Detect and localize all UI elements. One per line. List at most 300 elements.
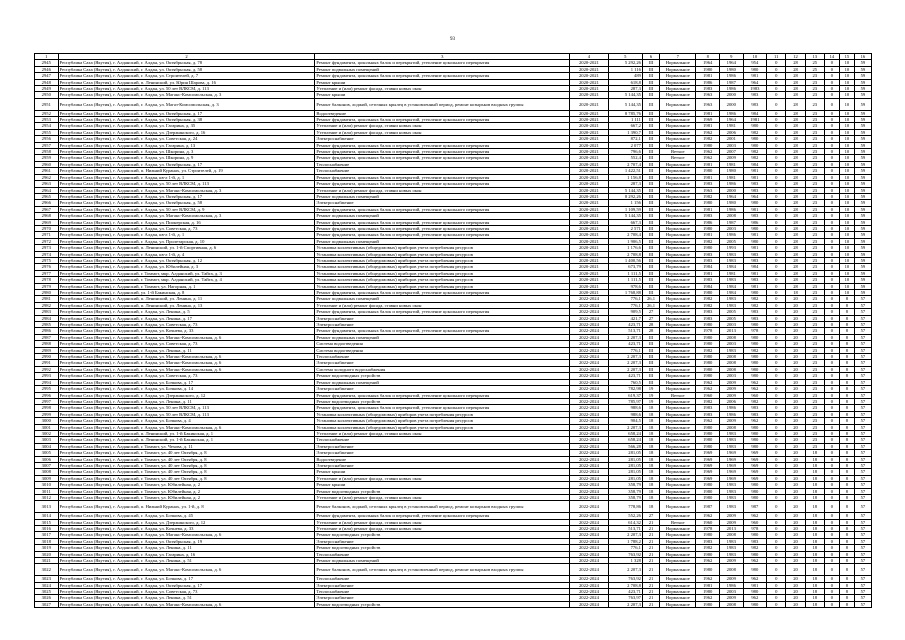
repair-period-cell: 2020-2021 [570,155,609,161]
year-overhaul-cell: 2005 [720,315,744,321]
condition-cell: Нормальное [660,437,696,443]
cell-15-cell: 8 [839,302,854,308]
year-built-cell: 1981 [696,73,720,79]
cell-16-cell: 57 [854,469,871,475]
condition-cell: Нормальное [660,398,696,404]
row-number-cell: 2978 [35,277,59,283]
cell-12-cell: 28 [786,110,805,116]
year-overhaul-cell: 1969 [720,450,744,456]
work-type-cell: Ремонт фундамента, цокольных балок и перекрытий, утепление цокольного перекрытия [315,392,570,398]
column-number: 7 [660,54,696,60]
total-area-cell: 423,71 [608,322,642,328]
address-cell: Республика Саха (Якутия), г. Алданский, г. Алдан, ул. Советская, д. 73 [58,589,315,595]
cell-12-cell: 28 [786,213,805,219]
cell-12-cell: 28 [786,283,805,289]
year-overhaul-cell: 1983 [720,277,744,283]
cell-14-cell: 0 [824,551,839,557]
cell-14-cell: 0 [824,86,839,92]
cell-15-cell: 8 [839,379,854,385]
work-type-cell: Теплоснабжение [315,576,570,582]
condition-cell: Нормальное [660,257,696,263]
row-number-cell: 2960 [35,161,59,167]
condition-cell: Нормальное [660,290,696,296]
repair-period-cell: 2022-2024 [570,495,609,501]
work-type-cell: Система водоотведения [315,341,570,347]
condition-cell: Нормальное [660,79,696,85]
year-built-cell: 1982 [696,136,720,142]
cell-15-cell: 8 [839,354,854,360]
cell-11-cell: 0 [767,322,786,328]
repair-period-cell: 2022-2024 [570,462,609,468]
work-type-cell: Ремонт водоотводных устройств [315,545,570,551]
cell-13-cell: 23 [805,437,824,443]
cell-14-cell: 0 [824,545,839,551]
address-cell: Республика Саха (Якутия), г. Алданский, г. Томмот, ул. 40 лет Октября, д. 8 [58,475,315,481]
cell-11-cell: 0 [767,564,786,576]
total-area-cell: 776,1 [608,296,642,302]
cell-16-cell: 57 [854,341,871,347]
cell-16-cell: 59 [854,98,871,110]
total-area-cell: 988,6 [608,405,642,411]
wall-material-cell: 19 [642,386,659,392]
address-cell: Республика Саха (Якутия), г. Алданский, г. Алдан, ул. Октябрьская, д. 17 [58,582,315,588]
condition-cell: Нормальное [660,225,696,231]
row-number-cell: 2981 [35,296,59,302]
cell-13-cell: 23 [805,386,824,392]
cell-11-cell: 0 [767,110,786,116]
year-col-cell: 980 [743,66,767,72]
work-type-cell: Установка коллективных (общедомовых) приборов учета потребления ресурсов [315,245,570,251]
cell-16-cell: 57 [854,398,871,404]
cell-14-cell: 0 [824,149,839,155]
cell-15-cell: 8 [839,513,854,519]
year-col-cell: 983 [743,181,767,187]
year-built-cell: 1980 [696,551,720,557]
year-built-cell: 1969 [696,469,720,475]
wall-material-cell: III [642,290,659,296]
cell-15-cell: 10 [839,219,854,225]
wall-material-cell: III [642,219,659,225]
year-overhaul-cell: 1964 [720,60,744,66]
year-built-cell: 1981 [696,161,720,167]
work-type-cell: Электроснабжение [315,315,570,321]
row-number-cell: 2972 [35,238,59,244]
work-type-cell: Ремонт фундамента, цокольных балок и перекрытий, утепление цокольного перекрытия [315,513,570,519]
year-col-cell: 980 [743,495,767,501]
total-area-cell: 2 707,4 [608,161,642,167]
repair-period-cell: 2020-2021 [570,174,609,180]
cell-16-cell: 57 [854,456,871,462]
repair-period-cell: 2022-2024 [570,551,609,557]
cell-12-cell: 20 [786,334,805,340]
cell-13-cell: 23 [805,245,824,251]
row-number-cell: 2955 [35,129,59,135]
row-number-cell: 2984 [35,315,59,321]
cell-15-cell: 8 [839,495,854,501]
year-built-cell: 1962 [696,513,720,519]
repair-period-cell: 2020-2021 [570,117,609,123]
total-area-cell: 2 708,4 [608,232,642,238]
row-number-cell: 2964 [35,187,59,193]
year-overhaul-cell: 2009 [720,392,744,398]
address-cell: Республика Саха (Якутия), г. Алданский, г. Алдан, кв-л 1-й, д. 1 [58,232,315,238]
cell-12-cell: 28 [786,149,805,155]
year-col-cell: 980 [743,373,767,379]
repair-period-cell: 2020-2021 [570,206,609,212]
cell-11-cell: 0 [767,296,786,302]
repair-period-cell: 2022-2024 [570,296,609,302]
year-col-cell: 980 [743,488,767,494]
work-type-cell: Система водоотведения [315,347,570,353]
work-type-cell: Электроснабжение [315,443,570,449]
cell-14-cell: 0 [824,430,839,436]
repair-period-cell: 2020-2021 [570,187,609,193]
year-overhaul-cell: 2007 [720,149,744,155]
year-col-cell: 980 [743,424,767,430]
address-cell: Республика Саха (Якутия), г. Алданский, г. Томмот, ул. Юбилейная, д. 2 [58,488,315,494]
row-number-cell: 3025 [35,589,59,595]
cell-14-cell: 0 [824,589,839,595]
cell-13-cell: 18 [805,513,824,519]
repair-period-cell: 2022-2024 [570,595,609,601]
cell-11-cell: 0 [767,168,786,174]
year-built-cell: 1986 [696,79,720,85]
row-number-cell: 2954 [35,123,59,129]
total-area-cell: 776,1 [608,545,642,551]
wall-material-cell: 21 [642,526,659,532]
repair-period-cell: 2020-2021 [570,73,609,79]
work-type-cell: Электроснабжение [315,360,570,366]
cell-16-cell: 57 [854,551,871,557]
cell-15-cell: 8 [839,418,854,424]
cell-11-cell: 0 [767,462,786,468]
repair-period-cell: 2022-2024 [570,334,609,340]
cell-16-cell: 59 [854,187,871,193]
work-type-cell: Ремонт фундамента, цокольных балок и перекрытий, утепление цокольного перекрытия [315,174,570,180]
address-cell: Республика Саха (Якутия), г. Алданский, г. Алдан, ул. Маганс-Комсомольская, д. 6 [58,354,315,360]
condition-cell: Нормальное [660,545,696,551]
repair-period-cell: 2022-2024 [570,601,609,607]
repair-period-cell: 2020-2021 [570,123,609,129]
cell-16-cell: 57 [854,315,871,321]
row-number-cell: 2945 [35,60,59,66]
work-type-cell: Ремонт водоотводных устройств [315,532,570,538]
cell-16-cell: 59 [854,73,871,79]
cell-15-cell: 8 [839,519,854,525]
cell-16-cell: 57 [854,532,871,538]
column-number: 16 [854,54,871,60]
cell-15-cell: 8 [839,526,854,532]
cell-12-cell: 28 [786,60,805,66]
cell-14-cell: 0 [824,322,839,328]
cell-12-cell: 28 [786,270,805,276]
year-col-cell: 982 [743,398,767,404]
cell-15-cell: 8 [839,360,854,366]
cell-15-cell: 10 [839,225,854,231]
cell-12-cell: 28 [786,187,805,193]
cell-12-cell: 28 [786,161,805,167]
row-number-cell: 2947 [35,73,59,79]
cell-12-cell: 28 [786,193,805,199]
year-col-cell: 960 [743,392,767,398]
row-number-cell: 2988 [35,341,59,347]
cell-14-cell: 0 [824,238,839,244]
page-number: 93 [450,37,455,42]
year-built-cell: 1963 [696,98,720,110]
condition-cell: Нормальное [660,526,696,532]
row-number-cell: 2949 [35,86,59,92]
total-area-cell: 281,05 [608,450,642,456]
cell-12-cell: 20 [786,482,805,488]
address-cell: Республика Саха (Якутия), г. Алданский, г. Алдан, ул. Бочкова, д. 17 [58,576,315,582]
year-built-cell: 1962 [696,418,720,424]
wall-material-cell: III [642,379,659,385]
year-overhaul-cell: 1986 [720,232,744,238]
year-col-cell: 982 [743,347,767,353]
wall-material-cell: 18 [642,482,659,488]
cell-13-cell: 18 [805,564,824,576]
year-built-cell: 1980 [696,430,720,436]
total-area-cell: 872,1 [608,136,642,142]
work-type-cell: Утепление и (или) ремонт фасада, ставни новых окон [315,430,570,436]
cell-13-cell: 18 [805,582,824,588]
year-overhaul-cell: 1987 [720,79,744,85]
wall-material-cell: 21 [642,532,659,538]
wall-material-cell: 18 [642,469,659,475]
cell-14-cell: 0 [824,482,839,488]
wall-material-cell: III [642,251,659,257]
year-col-cell: 969 [743,475,767,481]
address-cell: Республика Саха (Якутия), г. Алданский, г. Алдан, ул. Октябрьская, д. 78 [58,60,315,66]
total-area-cell: 287,3 [608,86,642,92]
total-area-cell: 1 111,5 [608,270,642,276]
row-number-cell: 2987 [35,334,59,340]
cell-11-cell: 0 [767,270,786,276]
work-type-cell: Ремонт подвальных помещений [315,66,570,72]
cell-16-cell: 57 [854,437,871,443]
row-number-cell: 2952 [35,110,59,116]
cell-16-cell: 57 [854,405,871,411]
total-area-cell: 423,71 [608,373,642,379]
condition-cell: Нормальное [660,360,696,366]
cell-13-cell: 18 [805,469,824,475]
year-overhaul-cell: 1983 [720,488,744,494]
repair-period-cell: 2022-2024 [570,309,609,315]
row-number-cell: 3011 [35,488,59,494]
column-number: 5 [608,54,642,60]
total-area-cell: 2 207,3 [608,564,642,576]
cell-13-cell: 23 [805,168,824,174]
year-built-cell: 1980 [696,290,720,296]
work-type-cell: Установка коллективных (общедомовых) приборов учета потребления ресурсов [315,257,570,263]
year-built-cell: 1980 [696,366,720,372]
year-col-cell: 980 [743,430,767,436]
address-cell: Республика Саха (Якутия), г. Алданский, г. Томмот, ул. 40 лет Октября, д. 8 [58,462,315,468]
year-overhaul-cell: 2000 [720,98,744,110]
year-col-cell: 983 [743,315,767,321]
work-type-cell: Утепление и (или) ремонт фасада, ставни новых окон [315,86,570,92]
total-area-cell: 1 116 [608,66,642,72]
cell-15-cell: 8 [839,538,854,544]
row-number-cell: 3019 [35,545,59,551]
year-overhaul-cell: 2003 [720,142,744,148]
condition-cell: Нормальное [660,129,696,135]
cell-12-cell: 20 [786,366,805,372]
total-area-cell: 358,79 [608,488,642,494]
cell-14-cell: 0 [824,558,839,564]
cell-16-cell: 57 [854,495,871,501]
work-type-cell: Ремонт фундамента, цокольных балок и перекрытий, утепление цокольного перекрытия [315,328,570,334]
cell-13-cell: 23 [805,418,824,424]
year-built-cell: 1983 [696,213,720,219]
total-area-cell: 1 768,88 [608,290,642,296]
work-type-cell: Ремонт подвальных помещений [315,213,570,219]
cell-16-cell: 57 [854,296,871,302]
wall-material-cell: 21 [642,519,659,525]
wall-material-cell: 21 [642,576,659,582]
year-overhaul-cell: 2009 [720,386,744,392]
year-built-cell: 1980 [696,245,720,251]
cell-12-cell: 28 [786,117,805,123]
cell-14-cell: 0 [824,98,839,110]
condition-cell: Нормальное [660,411,696,417]
work-type-cell: Ремонт подвальных помещений [315,334,570,340]
work-type-cell: Электроснабжение [315,582,570,588]
address-cell: Республика Саха (Якутия), г. Алданский, г. Алдан, ул. 50 лет ВЛКСМ, д. 113 [58,411,315,417]
cell-13-cell: 23 [805,328,824,334]
cell-12-cell: 28 [786,238,805,244]
year-built-cell: 1980 [696,200,720,206]
cell-15-cell: 8 [839,347,854,353]
cell-13-cell: 23 [805,98,824,110]
work-type-cell: Ремонт крыши [315,79,570,85]
work-type-cell: Теплоснабжение [315,168,570,174]
year-built-cell: 1980 [696,360,720,366]
year-overhaul-cell: 2013 [720,328,744,334]
condition-cell: Нормальное [660,601,696,607]
address-cell: Республика Саха (Якутия), г. Алданский, г. Алдан, ул. Юбилейная, д. 3 [58,264,315,270]
wall-material-cell: III [642,117,659,123]
cell-11-cell: 0 [767,360,786,366]
work-type-cell: Ремонт крыши [315,482,570,488]
total-area-cell: 673,79 [608,264,642,270]
year-col-cell: 984 [743,110,767,116]
work-type-cell: Установка коллективных (общедомовых) приборов учета потребления ресурсов [315,251,570,257]
wall-material-cell: III [642,257,659,263]
row-number-cell: 2986 [35,328,59,334]
year-overhaul-cell: 1984 [720,264,744,270]
work-type-cell: Система холодного водоснабжения [315,366,570,372]
year-col-cell: 962 [743,513,767,519]
cell-13-cell: 23 [805,392,824,398]
cell-16-cell: 59 [854,290,871,296]
row-number-cell: 3016 [35,526,59,532]
cell-13-cell: 23 [805,123,824,129]
work-type-cell: Ремонт балконов, лоджий, сеточных крылец в установленный период, ремонт козырьков входных группы [315,564,570,576]
repair-period-cell: 2020-2021 [570,290,609,296]
repair-period-cell: 2020-2021 [570,60,609,66]
repair-period-cell: 2022-2024 [570,379,609,385]
work-type-cell: Установка коллективных (общедомовых) приборов учета потребления ресурсов [315,418,570,424]
year-col-cell: 962 [743,558,767,564]
row-number-cell: 2989 [35,347,59,353]
cell-11-cell: 0 [767,161,786,167]
year-overhaul-cell: 1984 [720,283,744,289]
work-type-cell: Установка коллективных (общедомовых) приборов учета потребления ресурсов [315,424,570,430]
year-built-cell: 1960 [696,519,720,525]
year-overhaul-cell: 2003 [720,341,744,347]
wall-material-cell: III [642,238,659,244]
cell-11-cell: 0 [767,123,786,129]
cell-16-cell: 59 [854,213,871,219]
cell-14-cell: 0 [824,456,839,462]
row-number-cell: 2973 [35,245,59,251]
cell-16-cell: 59 [854,181,871,187]
cell-15-cell: 10 [839,277,854,283]
year-col-cell: 954 [743,60,767,66]
cell-13-cell: 18 [805,488,824,494]
wall-material-cell: 19 [642,392,659,398]
row-number-cell: 3008 [35,469,59,475]
row-number-cell: 2958 [35,149,59,155]
work-type-cell: Теплоснабжение [315,589,570,595]
row-number-cell: 2979 [35,283,59,289]
work-type-cell: Утепление и (или) ремонт фасада, ставни новых окон [315,475,570,481]
condition-cell: Ветхое [660,392,696,398]
cell-16-cell: 57 [854,589,871,595]
work-type-cell: Ремонт крыши [315,469,570,475]
year-overhaul-cell: 1981 [720,161,744,167]
cell-15-cell: 10 [839,181,854,187]
address-cell: Республика Саха (Якутия), г. Алданский, г. Алдан, ул. Маганс-Комсомольская, д. 3 [58,187,315,193]
wall-material-cell: 19 [642,398,659,404]
row-number-cell: 3027 [35,601,59,607]
row-number-cell: 2946 [35,66,59,72]
cell-13-cell: 23 [805,405,824,411]
cell-16-cell: 57 [854,322,871,328]
address-cell: Республика Саха (Якутия), г. Алданский, г. Алдан, ул. Октябрьская, д. 17 [58,110,315,116]
year-overhaul-cell: 1986 [720,181,744,187]
row-number-cell: 3012 [35,495,59,501]
cell-12-cell: 20 [786,309,805,315]
cell-16-cell: 59 [854,161,871,167]
cell-13-cell: 23 [805,149,824,155]
wall-material-cell: III [642,142,659,148]
cell-13-cell: 23 [805,411,824,417]
year-col-cell: 980 [743,564,767,576]
cell-11-cell: 0 [767,595,786,601]
work-type-cell: Утепление и (или) ремонт фасада, ставни новых окон [315,123,570,129]
cell-13-cell: 23 [805,225,824,231]
total-area-cell: 658,24 [608,430,642,436]
year-overhaul-cell: 1981 [720,174,744,180]
cell-14-cell: 0 [824,601,839,607]
year-col-cell: 980 [743,334,767,340]
work-type-cell: Электроснабжение [315,200,570,206]
year-overhaul-cell: 1969 [720,456,744,462]
cell-16-cell: 57 [854,424,871,430]
row-number-cell: 3023 [35,576,59,582]
condition-cell: Нормальное [660,117,696,123]
cell-14-cell: 0 [824,187,839,193]
cell-16-cell: 59 [854,66,871,72]
year-overhaul-cell: 2000 [720,187,744,193]
year-overhaul-cell: 2003 [720,322,744,328]
cell-13-cell: 23 [805,264,824,270]
row-number-cell: 3020 [35,551,59,557]
cell-15-cell: 8 [839,456,854,462]
cell-12-cell: 20 [786,558,805,564]
